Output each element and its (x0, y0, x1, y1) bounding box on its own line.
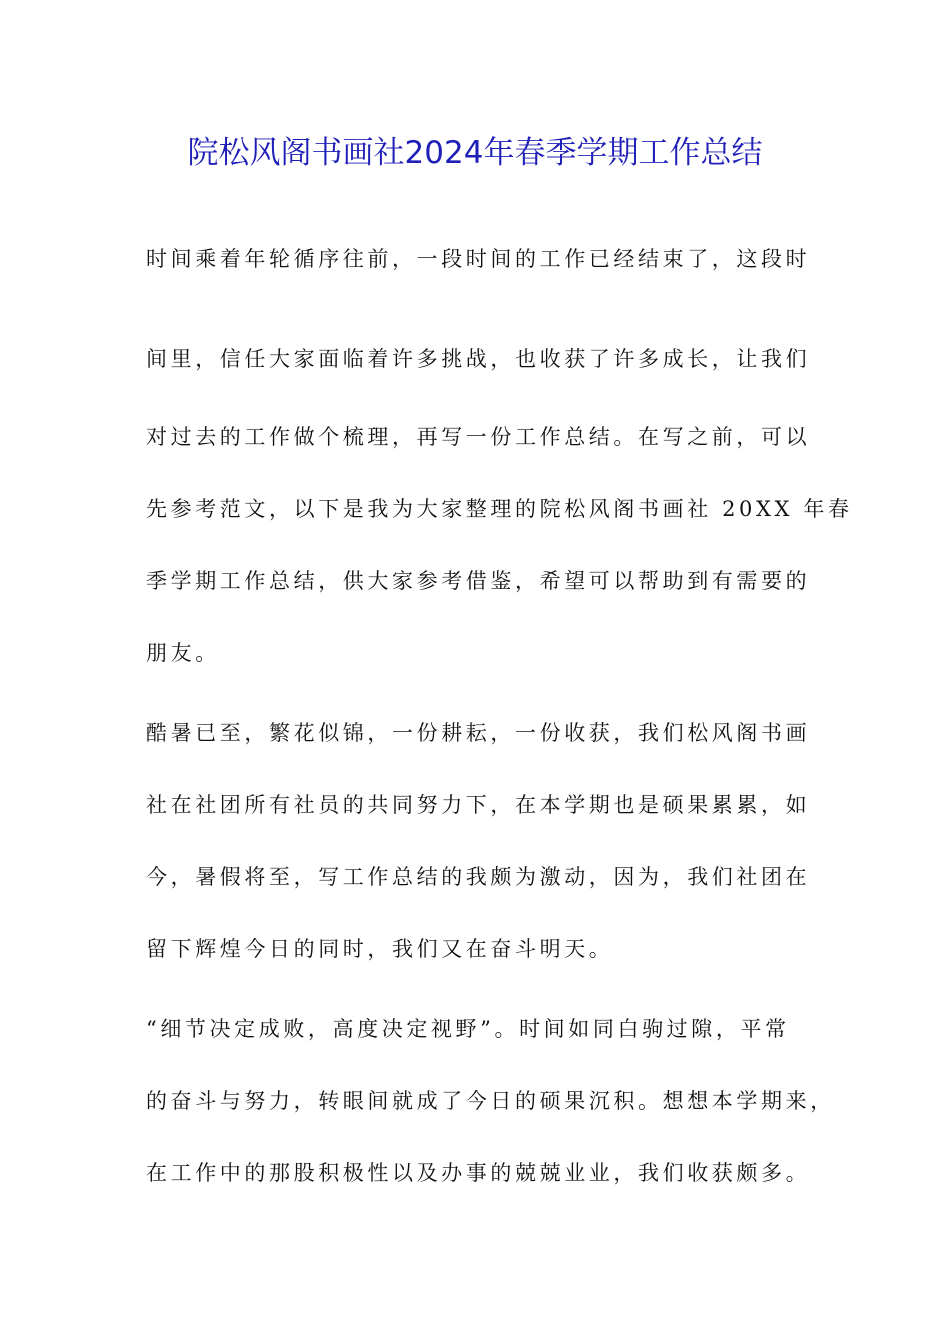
document-title: 院松风阁书画社2024年春季学期工作总结 (187, 135, 763, 171)
paragraph-1-line-5: 季学期工作总结，供大家参考借鉴，希望可以帮助到有需要的 (146, 569, 811, 593)
paragraph-3-line-3: 在工作中的那股积极性以及办事的兢兢业业，我们收获颇多。 (146, 1161, 811, 1185)
paragraph-2-line-2: 社在社团所有社员的共同努力下，在本学期也是硕果累累，如 (146, 793, 811, 817)
paragraph-1-line-2: 间里，信任大家面临着许多挑战，也收获了许多成长，让我们 (146, 347, 811, 371)
paragraph-1-line-6: 朋友。 (146, 641, 220, 665)
paragraph-1-line-3: 对过去的工作做个梳理，再写一份工作总结。在写之前，可以 (146, 425, 811, 449)
paragraph-3-line-2: 的奋斗与努力，转眼间就成了今日的硕果沉积。想想本学期来， (146, 1089, 835, 1113)
paragraph-2-line-1: 酷暑已至，繁花似锦，一份耕耘，一份收获，我们松风阁书画 (146, 721, 811, 745)
paragraph-3-line-1: “细节决定成败，高度决定视野”。时间如同白驹过隙，平常 (146, 1017, 790, 1041)
paragraph-1-line-1: 时间乘着年轮循序往前，一段时间的工作已经结束了，这段时 (146, 247, 811, 271)
paragraph-2-line-4: 留下辉煌今日的同时，我们又在奋斗明天。 (146, 937, 614, 961)
paragraph-1-line-4: 先参考范文，以下是我为大家整理的院松风阁书画社 20XX 年春 (146, 497, 853, 521)
paragraph-2-line-3: 今，暑假将至，写工作总结的我颇为激动，因为，我们社团在 (146, 865, 811, 889)
